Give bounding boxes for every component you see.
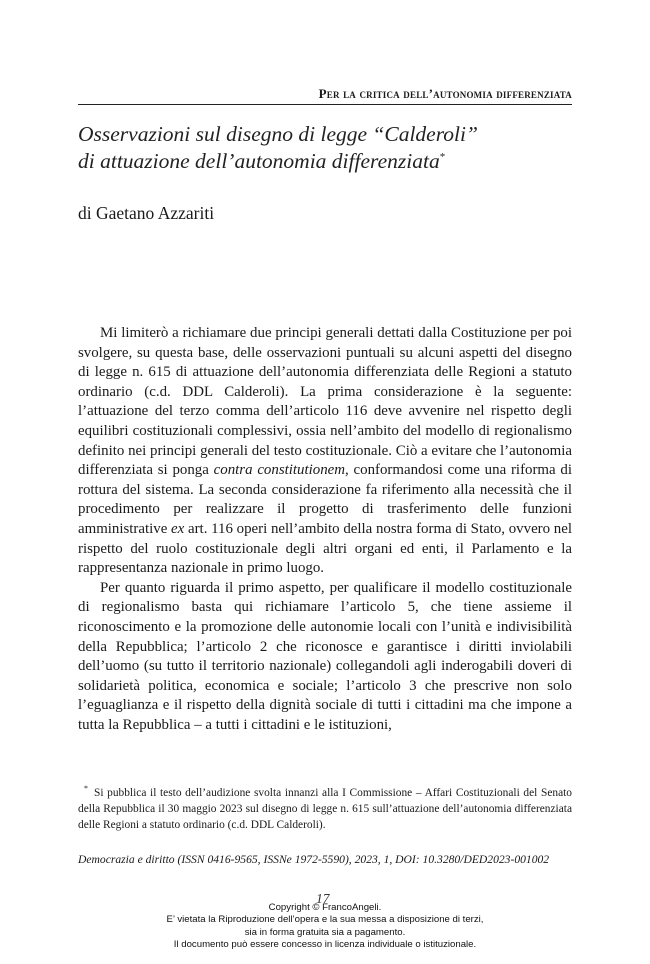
copyright-line-3: sia in forma gratuita sia a pagamento.	[244, 926, 406, 938]
article-body	[78, 324, 572, 735]
copyright-notice	[0, 902, 650, 952]
running-head: Per la critica dell’autonomia differenziata	[318, 86, 572, 101]
p1-italic-contra-constitutionem: contra constitutionem	[213, 462, 346, 479]
body-paragraph-1	[78, 324, 572, 579]
copyright-line-4: Il documento può essere concesso in licenza individuale o istituzionale.	[173, 939, 477, 951]
p1-segment-b: , conformandosi come una riforma di rottura del sistema. La seconda considerazione fa riferimento alla necessità che il procedimento per realizzare il progetto di trasferimento delle funzioni amministrative	[78, 462, 572, 537]
article-title	[78, 121, 578, 175]
title-line-1: Osservazioni sul disegno di legge “Calderoli”	[78, 122, 478, 146]
footnote-text: Si pubblica il testo dell’audizione svolta innanzi alla I Commissione – Affari Costituzionali del Senato della Repubblica il 30 maggio 2023 sul disegno di legge n. 615 sull’attuazione dell’autonomia differenziata delle Regioni a statuto ordinario (c.d. DDL Calderoli).	[78, 787, 572, 832]
author-byline: di Gaetano Azzariti	[78, 203, 215, 223]
copyright-line-1: Copyright © FrancoAngeli.	[268, 902, 382, 913]
footnote	[78, 785, 572, 834]
header-rule	[78, 104, 572, 105]
title-line-2-text: di attuazione dell’autonomia differenziata	[78, 149, 440, 173]
body-paragraph-2: Per quanto riguarda il primo aspetto, per qualificare il modello costituzionale di regionalismo basta qui richiamare l’articolo 5, che tiene assieme il riconoscimento e la promozione delle autonomie locali con l’unità e indivisibilità della Repubblica; l’articolo 2 che riconosce e garantisce i diritti inviolabili dell’uomo (su tutto il territorio nazionale) collegandoli agli inderogabili doveri di solidarietà politica, economica e sociale; l’articolo 3 che prescrive non solo l’eguaglianza e il rispetto della dignità sociale di tutti i cittadini ma che impone a tutta la Repubblica – a tutti i cittadini e le istituzioni,	[78, 579, 572, 733]
footnote-mark: *	[84, 784, 88, 794]
title-footnote-mark[interactable]: *	[439, 150, 446, 163]
journal-citation: Democrazia e diritto (ISSN 0416-9565, ISSNe 1972-5590), 2023, 1, DOI: 10.3280/DED2023-001002	[78, 853, 550, 866]
p1-italic-ex: ex	[171, 520, 185, 537]
title-line-2	[78, 148, 578, 175]
page-number: 17	[316, 891, 330, 906]
p1-segment-a: Mi limiterò a richiamare due principi generali dettati dalla Costituzione per poi svolgere, su questa base, delle osservazioni puntuali su alcuni aspetti del disegno di legge n. 615 di attuazione dell’autonomia differenziata delle Regioni a statuto ordinario (c.d. DDL Calderoli). La prima considerazione è la seguente: l’attuazione del terzo comma dell’articolo 116 deve avvenire nel rispetto degli equilibri costituzionali complessivi, ossia nell’ambito del modello di regionalismo definito nei principi generali del testo costituzionale. Ciò a evitare che l’autonomia differenziata si ponga	[78, 325, 572, 479]
copyright-line-2: E’ vietata la Riproduzione dell’opera e la sua messa a disposizione di terzi,	[166, 914, 484, 926]
p1-segment-c: art. 116 operi nell’ambito della nostra forma di Stato, ovvero nel rispetto del ruolo costituzionale degli altri organi ed enti, il Parlamento e la rappresentanza nazionale in primo luogo.	[78, 520, 573, 577]
